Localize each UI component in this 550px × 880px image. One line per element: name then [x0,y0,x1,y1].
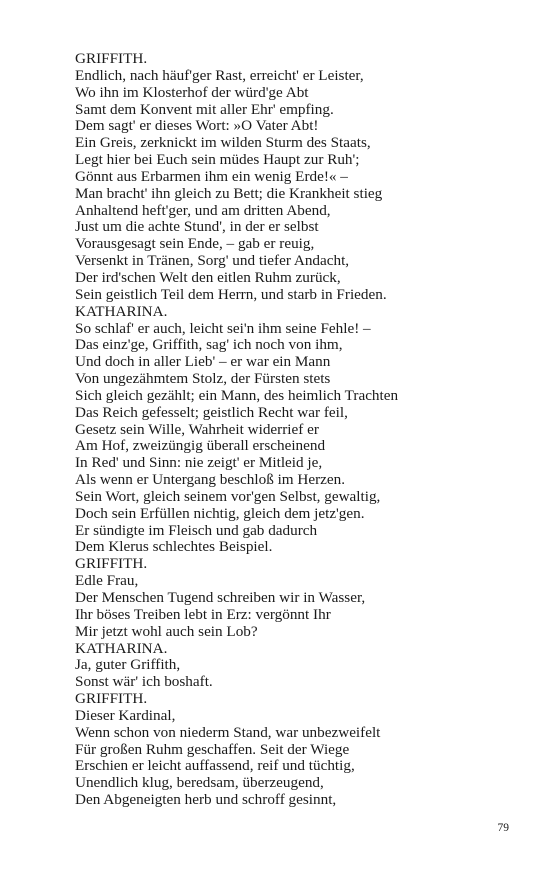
verse-line: Von ungezähmtem Stolz, der Fürsten stets [75,370,331,388]
verse-line: Als wenn er Untergang beschloß im Herzen. [75,471,346,489]
verse-text-block [75,51,515,809]
verse-line: Erschien er leicht auffassend, reif und tüchtig, [75,757,355,775]
verse-line: Gesetz sein Wille, Wahrheit widerrief er [75,420,319,438]
verse-line: So schlaf' er auch, leicht sei'n ihm seine Fehle! – [75,319,371,337]
verse-line: Sich gleich gezählt; ein Mann, des heimlich Trachten [75,386,399,404]
page-number: 79 [497,822,509,834]
speaker-name: GRIFFITH. [75,555,148,573]
verse-line: Dem sagt' er dieses Wort: »O Vater Abt! [75,117,319,135]
verse-line: Am Hof, zweizüngig überall erscheinend [75,437,326,455]
verse-line: Wo ihn im Klosterhof der würd'ge Abt [75,83,309,101]
verse-line: Edle Frau, [75,572,139,590]
verse-line: Doch sein Erfüllen nichtig, gleich dem jetz'gen. [75,504,365,522]
speaker-name: KATHARINA. [75,639,168,657]
verse-line: Dem Klerus schlechtes Beispiel. [75,538,273,556]
speaker-name: GRIFFITH. [75,690,148,708]
verse-line: Samt dem Konvent mit aller Ehr' empfing. [75,100,334,118]
verse-line: Für großen Ruhm geschaffen. Seit der Wiege [75,740,350,758]
verse-line: Der ird'schen Welt den eitlen Ruhm zurück, [75,268,341,286]
verse-line: Ein Greis, zerknickt im wilden Sturm des Staats, [75,134,371,152]
verse-line: Gönnt aus Erbarmen ihm ein wenig Erde!« – [75,167,348,185]
speaker-name: GRIFFITH. [75,50,148,67]
verse-line: Sein geistlich Teil dem Herrn, und starb in Frieden. [75,285,387,303]
verse-line: Sein Wort, gleich seinem vor'gen Selbst, gewaltig, [75,487,381,505]
verse-line: Endlich, nach häuf'ger Rast, erreicht' er Leister, [75,66,364,84]
verse-line: Er sündigte im Fleisch und gab dadurch [75,521,318,539]
verse-line: Ja, guter Griffith, [75,656,181,674]
verse-line: Anhaltend heft'ger, und am dritten Abend, [75,201,331,219]
verse-line: Versenkt in Tränen, Sorg' und tiefer Andacht, [75,252,350,270]
verse-line: Und doch in aller Lieb' – er war ein Mann [75,353,331,371]
speaker-name: KATHARINA. [75,302,168,320]
verse-line: Unendlich klug, beredsam, überzeugend, [75,774,324,792]
verse-line: In Red' und Sinn: nie zeigt' er Mitleid je, [75,454,323,472]
verse-line: Dieser Kardinal, [75,706,176,724]
verse-line: Ihr böses Treiben lebt in Erz: vergönnt Ihr [75,605,331,623]
verse-line: Vorausgesagt sein Ende, – gab er reuig, [75,235,315,253]
verse-line: Der Menschen Tugend schreiben wir in Wasser, [75,589,366,606]
verse-line: Das einz'ge, Griffith, sag' ich noch von ihm, [75,336,343,354]
verse-line: Legt hier bei Euch sein müdes Haupt zur Ruh'; [75,151,360,169]
verse-line: Sonst wär' ich boshaft. [75,673,213,691]
verse-line: Den Abgeneigten herb und schroff gesinnt, [75,791,337,809]
verse-line: Man bracht' ihn gleich zu Bett; die Krankheit stieg [75,184,383,202]
verse-line: Mir jetzt wohl auch sein Lob? [75,622,258,640]
verse-line: Just um die achte Stund', in der er selbst [75,218,319,236]
verse-line: Das Reich gefesselt; geistlich Recht war feil, [75,403,348,421]
verse-line: Wenn schon von niederm Stand, war unbezweifelt [75,723,381,741]
